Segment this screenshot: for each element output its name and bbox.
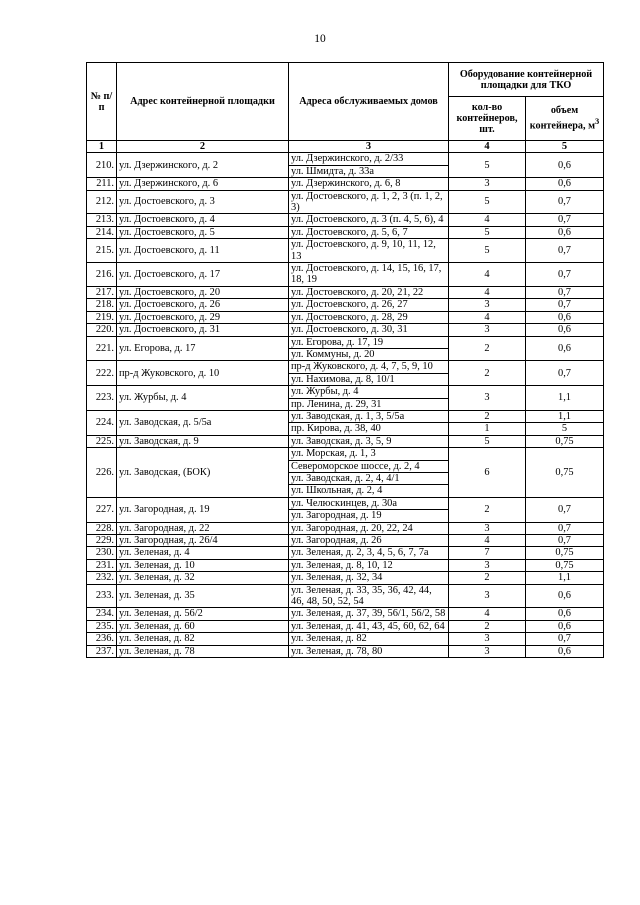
row-number: 237. [87, 645, 117, 657]
site-address: ул. Загородная, д. 22 [117, 522, 289, 534]
table-row [87, 448, 604, 460]
table-row [87, 572, 604, 584]
container-volume: 1,1 [526, 386, 604, 411]
site-address: ул. Журбы, д. 4 [117, 386, 289, 411]
table-row [87, 311, 604, 323]
served-address: ул. Шмидта, д. 33а [289, 165, 449, 177]
row-number: 231. [87, 559, 117, 571]
container-count: 3 [449, 584, 526, 608]
container-count: 6 [449, 448, 526, 498]
table-row [87, 299, 604, 311]
served-address: пр. Ленина, д. 29, 31 [289, 398, 449, 410]
header-site-address: Адрес контейнерной площадки [117, 63, 289, 141]
site-address: ул. Зеленая, д. 82 [117, 633, 289, 645]
column-number: 1 [87, 141, 117, 153]
table-row [87, 153, 604, 165]
container-volume: 0,7 [526, 633, 604, 645]
container-volume: 0,7 [526, 214, 604, 226]
table-row [87, 608, 604, 620]
served-address: ул. Школьная, д. 2, 4 [289, 485, 449, 497]
site-address: ул. Заводская, д. 5/5а [117, 410, 289, 435]
served-address: ул. Заводская, д. 1, 3, 5/5а [289, 410, 449, 422]
served-address: ул. Нахимова, д. 8, 10/1 [289, 373, 449, 385]
container-count: 5 [449, 435, 526, 447]
served-address: ул. Достоевского, д. 26, 27 [289, 299, 449, 311]
site-address: ул. Загородная, д. 26/4 [117, 535, 289, 547]
row-number: 229. [87, 535, 117, 547]
served-address: ул. Заводская, д. 3, 5, 9 [289, 435, 449, 447]
container-volume: 5 [526, 423, 604, 435]
container-volume: 0,6 [526, 608, 604, 620]
container-count: 2 [449, 336, 526, 361]
served-address: ул. Зеленая, д. 8, 10, 12 [289, 559, 449, 571]
row-number: 212. [87, 190, 117, 214]
site-address: ул. Зеленая, д. 10 [117, 559, 289, 571]
site-address: пр-д Жуковского, д. 10 [117, 361, 289, 386]
table-row [87, 535, 604, 547]
header-volume: объем контейнера, $м^3$ [526, 97, 604, 141]
row-number: 217. [87, 286, 117, 298]
served-address: ул. Зеленая, д. 37, 39, 56/1, 56/2, 58 [289, 608, 449, 620]
container-volume: 0,75 [526, 435, 604, 447]
container-volume: 0,7 [526, 361, 604, 386]
served-address: ул. Зеленая, д. 32, 34 [289, 572, 449, 584]
served-address: ул. Достоевского, д. 20, 21, 22 [289, 286, 449, 298]
container-volume: 0,7 [526, 286, 604, 298]
container-volume: 1,1 [526, 572, 604, 584]
site-address: ул. Зеленая, д. 78 [117, 645, 289, 657]
container-count: 5 [449, 190, 526, 214]
row-number: 225. [87, 435, 117, 447]
container-volume: 0,6 [526, 336, 604, 361]
row-number: 222. [87, 361, 117, 386]
served-address: ул. Зеленая, д. 78, 80 [289, 645, 449, 657]
row-number: 214. [87, 226, 117, 238]
container-volume: 0,75 [526, 547, 604, 559]
served-address: ул. Достоевского, д. 14, 15, 16, 17, 18, 19 [289, 263, 449, 287]
container-count: 3 [449, 633, 526, 645]
column-number: 2 [117, 141, 289, 153]
container-count: 3 [449, 324, 526, 336]
served-address: ул. Заводская, д. 2, 4, 4/1 [289, 472, 449, 484]
served-address: ул. Достоевского, д. 9, 10, 11, 12, 13 [289, 239, 449, 263]
container-count: 2 [449, 497, 526, 522]
table-row [87, 559, 604, 571]
container-volume: 0,7 [526, 497, 604, 522]
container-count: 3 [449, 178, 526, 190]
container-count: 1 [449, 423, 526, 435]
table-row [87, 435, 604, 447]
table-row [87, 190, 604, 214]
site-address: ул. Достоевского, д. 5 [117, 226, 289, 238]
served-address: ул. Зеленая, д. 2, 3, 4, 5, 6, 7, 7а [289, 547, 449, 559]
table-row [87, 226, 604, 238]
container-count: 4 [449, 608, 526, 620]
row-number: 233. [87, 584, 117, 608]
container-volume: 0,6 [526, 178, 604, 190]
served-address: ул. Достоевского, д. 5, 6, 7 [289, 226, 449, 238]
served-address: ул. Коммуны, д. 20 [289, 348, 449, 360]
served-address: ул. Зеленая, д. 41, 43, 45, 60, 62, 64 [289, 620, 449, 632]
site-address: ул. Зеленая, д. 35 [117, 584, 289, 608]
row-number: 210. [87, 153, 117, 178]
row-number: 227. [87, 497, 117, 522]
container-count: 2 [449, 572, 526, 584]
row-number: 224. [87, 410, 117, 435]
served-address: ул. Загородная, д. 20, 22, 24 [289, 522, 449, 534]
row-number: 230. [87, 547, 117, 559]
container-volume: 0,6 [526, 311, 604, 323]
container-volume: 0,6 [526, 324, 604, 336]
container-volume: 0,6 [526, 153, 604, 178]
served-address: ул. Челюскинцев, д. 30а [289, 497, 449, 509]
row-number: 226. [87, 448, 117, 498]
table-row [87, 410, 604, 422]
site-address: ул. Достоевского, д. 31 [117, 324, 289, 336]
container-volume: 0,7 [526, 239, 604, 263]
table-row [87, 214, 604, 226]
table-row [87, 324, 604, 336]
table-row [87, 547, 604, 559]
table-row [87, 361, 604, 373]
served-address: ул. Дзержинского, д. 2/33 [289, 153, 449, 165]
table-row [87, 522, 604, 534]
container-volume: 0,7 [526, 535, 604, 547]
container-volume: 0,7 [526, 190, 604, 214]
container-count: 3 [449, 559, 526, 571]
container-count: 2 [449, 361, 526, 386]
container-count: 3 [449, 299, 526, 311]
container-volume: 1,1 [526, 410, 604, 422]
served-address: ул. Достоевского, д. 3 (п. 4, 5, 6), 4 [289, 214, 449, 226]
container-volume: 0,75 [526, 559, 604, 571]
column-number: 5 [526, 141, 604, 153]
row-number: 219. [87, 311, 117, 323]
site-address: ул. Зеленая, д. 4 [117, 547, 289, 559]
site-address: ул. Загородная, д. 19 [117, 497, 289, 522]
row-number: 235. [87, 620, 117, 632]
header-served-addresses: Адреса обслуживаемых домов [289, 63, 449, 141]
header-num: № п/п [87, 63, 117, 141]
served-address: ул. Морская, д. 1, 3 [289, 448, 449, 460]
container-count: 5 [449, 239, 526, 263]
site-address: ул. Достоевского, д. 4 [117, 214, 289, 226]
served-address: ул. Егорова, д. 17, 19 [289, 336, 449, 348]
container-volume: 0,7 [526, 263, 604, 287]
served-address: ул. Зеленая, д. 82 [289, 633, 449, 645]
row-number: 216. [87, 263, 117, 287]
container-count: 3 [449, 645, 526, 657]
served-address: ул. Зеленая, д. 33, 35, 36, 42, 44, 46, 48, 50, 52, 54 [289, 584, 449, 608]
container-count: 7 [449, 547, 526, 559]
site-address: ул. Достоевского, д. 20 [117, 286, 289, 298]
served-address: ул. Дзержинского, д. 6, 8 [289, 178, 449, 190]
site-address: ул. Достоевского, д. 11 [117, 239, 289, 263]
served-address: пр. Кирова, д. 38, 40 [289, 423, 449, 435]
row-number: 223. [87, 386, 117, 411]
site-address: ул. Заводская, д. 9 [117, 435, 289, 447]
container-count: 3 [449, 386, 526, 411]
header-equipment: Оборудование контейнерной площадки для ТКО [449, 63, 604, 97]
container-count: 3 [449, 522, 526, 534]
container-sites-table [86, 62, 604, 658]
served-address: ул. Загородная, д. 26 [289, 535, 449, 547]
row-number: 228. [87, 522, 117, 534]
column-numbers-row [87, 141, 604, 153]
row-number: 221. [87, 336, 117, 361]
site-address: ул. Заводская, (БОК) [117, 448, 289, 498]
site-address: ул. Егорова, д. 17 [117, 336, 289, 361]
header-count: кол-во контейнеров, шт. [449, 97, 526, 141]
table-row [87, 584, 604, 608]
served-address: ул. Достоевского, д. 1, 2, 3 (п. 1, 2, 3) [289, 190, 449, 214]
served-address: ул. Журбы, д. 4 [289, 386, 449, 398]
row-number: 236. [87, 633, 117, 645]
table-row [87, 645, 604, 657]
container-volume: 0,7 [526, 299, 604, 311]
served-address: ул. Достоевского, д. 30, 31 [289, 324, 449, 336]
column-number: 4 [449, 141, 526, 153]
served-address: ул. Загородная, д. 19 [289, 510, 449, 522]
container-count: 4 [449, 286, 526, 298]
table-row [87, 386, 604, 398]
site-address: ул. Зеленая, д. 56/2 [117, 608, 289, 620]
served-address: Североморское шоссе, д. 2, 4 [289, 460, 449, 472]
container-count: 4 [449, 311, 526, 323]
container-count: 2 [449, 620, 526, 632]
container-count: 4 [449, 535, 526, 547]
site-address: ул. Дзержинского, д. 2 [117, 153, 289, 178]
row-number: 215. [87, 239, 117, 263]
row-number: 220. [87, 324, 117, 336]
site-address: ул. Зеленая, д. 32 [117, 572, 289, 584]
container-count: 2 [449, 410, 526, 422]
container-volume: 0,6 [526, 226, 604, 238]
table-row [87, 497, 604, 509]
site-address: ул. Достоевского, д. 29 [117, 311, 289, 323]
container-count: 5 [449, 153, 526, 178]
container-volume: 0,6 [526, 584, 604, 608]
table-row [87, 263, 604, 287]
table-row [87, 178, 604, 190]
site-address: ул. Достоевского, д. 17 [117, 263, 289, 287]
site-address: ул. Зеленая, д. 60 [117, 620, 289, 632]
row-number: 213. [87, 214, 117, 226]
table-row [87, 620, 604, 632]
container-count: 5 [449, 226, 526, 238]
site-address: ул. Достоевского, д. 3 [117, 190, 289, 214]
container-volume: 0,7 [526, 522, 604, 534]
site-address: ул. Дзержинского, д. 6 [117, 178, 289, 190]
table-row [87, 239, 604, 263]
row-number: 211. [87, 178, 117, 190]
served-address: пр-д Жуковского, д. 4, 7, 5, 9, 10 [289, 361, 449, 373]
table-row [87, 633, 604, 645]
column-number: 3 [289, 141, 449, 153]
row-number: 232. [87, 572, 117, 584]
container-volume: 0,75 [526, 448, 604, 498]
table-row [87, 286, 604, 298]
served-address: ул. Достоевского, д. 28, 29 [289, 311, 449, 323]
container-count: 4 [449, 263, 526, 287]
row-number: 218. [87, 299, 117, 311]
container-volume: 0,6 [526, 620, 604, 632]
container-count: 4 [449, 214, 526, 226]
page-number: 10 [314, 33, 326, 45]
table-row [87, 336, 604, 348]
container-volume: 0,6 [526, 645, 604, 657]
row-number: 234. [87, 608, 117, 620]
site-address: ул. Достоевского, д. 26 [117, 299, 289, 311]
